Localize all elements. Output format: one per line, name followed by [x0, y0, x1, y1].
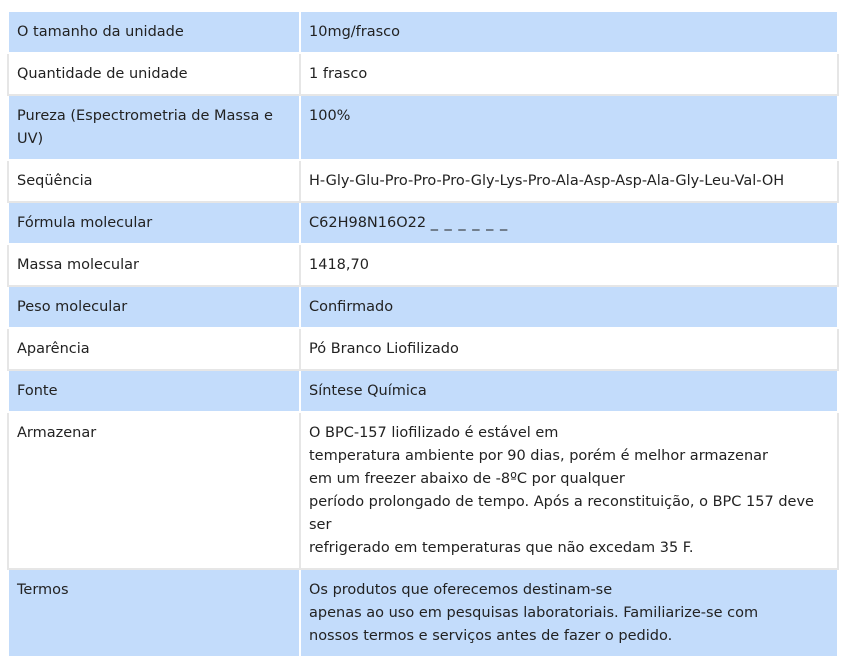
- label-cell: Seqüência: [8, 160, 300, 202]
- row-terms: [8, 569, 838, 657]
- row-source: [8, 370, 838, 412]
- label-cell: Fórmula molecular: [8, 202, 300, 244]
- label-cell: Peso molecular: [8, 286, 300, 328]
- row-purity: [8, 95, 838, 160]
- label-cell: Armazenar: [8, 412, 300, 569]
- row-unit-quantity: [8, 53, 838, 95]
- value-cell: H-Gly-Glu-Pro-Pro-Pro-Gly-Lys-Pro-Ala-Asp-Asp-Ala-Gly-Leu-Val-OH: [300, 160, 838, 202]
- value-cell: Pó Branco Liofilizado: [300, 328, 838, 370]
- row-molecular-formula: [8, 202, 838, 244]
- row-appearance: [8, 328, 838, 370]
- value-cell: Confirmado: [300, 286, 838, 328]
- value-cell: 1 frasco: [300, 53, 838, 95]
- row-molecular-mass: [8, 244, 838, 286]
- row-unit-size: [8, 11, 838, 53]
- formula-text: C62H98N16O22: [309, 215, 427, 231]
- value-cell: Os produtos que oferecemos destinam-se apenas ao uso em pesquisas laboratoriais. Familiarize-se com nossos termos e serviços antes de fazer o pedido.: [300, 569, 838, 657]
- label-cell: O tamanho da unidade: [8, 11, 300, 53]
- label-cell: Quantidade de unidade: [8, 53, 300, 95]
- value-cell: 1418,70: [300, 244, 838, 286]
- value-cell: O BPC-157 liofilizado é estável em temperatura ambiente por 90 dias, porém é melhor armazenar em um freezer abaixo de -8ºC por qualquer período prolongado de tempo. Após a reconstituição, o BPC 157 deve ser refrigerado em temperaturas que não excedam 35 F.: [300, 412, 838, 569]
- formula-suffix: _ _ _ _ _ _: [430, 215, 509, 231]
- label-cell: Termos: [8, 569, 300, 657]
- label-cell: Fonte: [8, 370, 300, 412]
- row-sequence: [8, 160, 838, 202]
- value-cell: Síntese Química: [300, 370, 838, 412]
- label-cell: Massa molecular: [8, 244, 300, 286]
- row-storage: [8, 412, 838, 569]
- value-cell: 10mg/frasco: [300, 11, 838, 53]
- value-cell: 100%: [300, 95, 838, 160]
- label-cell: Pureza (Espectrometria de Massa e UV): [8, 95, 300, 160]
- value-cell: [300, 202, 838, 244]
- label-cell: Aparência: [8, 328, 300, 370]
- row-molecular-weight: [8, 286, 838, 328]
- product-spec-table: [7, 10, 839, 658]
